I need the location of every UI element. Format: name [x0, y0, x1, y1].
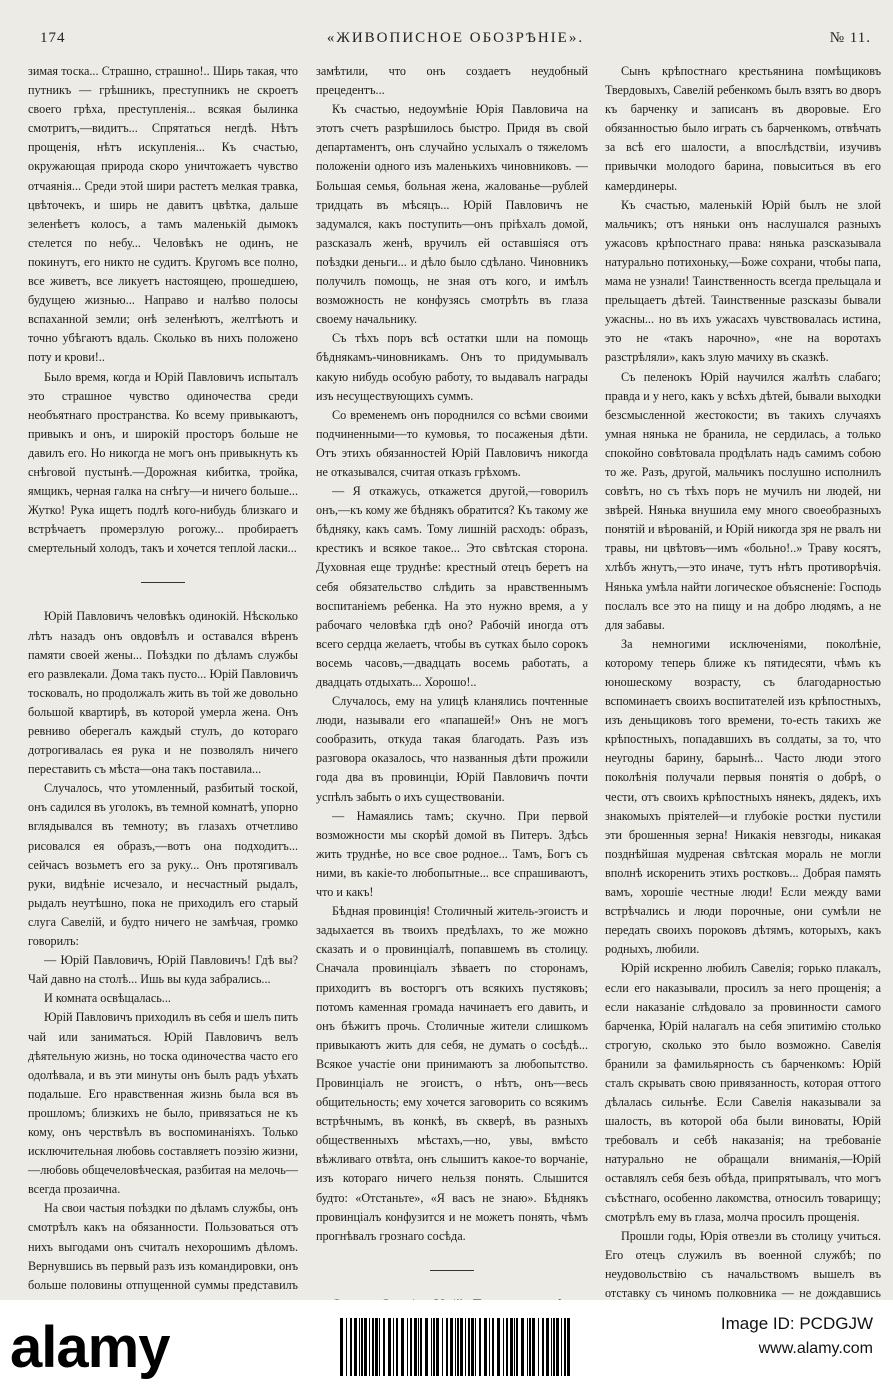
page-number: 174: [40, 30, 66, 46]
paragraph: Со временемъ онъ породнился со всѣми своими подчиненными—то кумовья, то посаженыя дѣти. Отъ этихъ обязанностей Юрій Павловичъ никогда не отказывался, считая отказъ грѣхомъ.: [316, 407, 588, 479]
barcode-bar: [460, 1318, 463, 1376]
barcode-bar: [407, 1318, 408, 1376]
barcode-bar: [514, 1318, 515, 1376]
barcode-bar: [383, 1318, 385, 1376]
barcode-bar: [529, 1318, 531, 1376]
barcode-bar: [431, 1318, 432, 1376]
barcode-bar: [492, 1318, 494, 1376]
paragraph: Къ счастью, недоумѣніе Юрія Павловича на этотъ счетъ разрѣшилось быстро. Придя въ свой департаментъ, онъ случайно услыхалъ о тяжеломъ положеніи одного изъ маленькихъ чиновниковъ. — Большая семья, больная жена, жалованье—рублей тридцать въ мѣсяцъ... Юрій Павловичъ не задумался, какъ поступить—онъ пріѣхалъ домой, разсказалъ женѣ, вручилъ ей оставшіяся отъ поѣздки деньги... и дѣло было сдѣлано. Чиновникъ получилъ помощь, не зная отъ кого, и имѣлъ возможность не конфузясь смотрѣть въ глаза своему начальнику.: [316, 102, 588, 327]
barcode-bar: [455, 1318, 456, 1376]
barcode-graphic: [340, 1318, 570, 1376]
paragraph: Съ пеленокъ Юрій научился жалѣть слабаго; правда и у него, какъ у всѣхъ дѣтей, бывали выходки безсмысленной жестокости; въ такихъ случаяхъ умная нянька не бранила, не сердилась, а только спокойно совѣтовала продѣлать надъ самимъ собою то же. Разъ, другой, мальчикъ послушно исполнилъ совѣтъ, но съ тѣхъ поръ не мучилъ ни людей, ни звѣрей. Нянька внушила ему много своеобразныхъ понятій и вѣрованій, и Юрій никогда зря не рвалъ ни травы, ни цвѣтовъ—имъ «больно!..» Траву косятъ, хлѣбъ жнутъ,—это иначе, тутъ нѣтъ противорѣчія. Нянька умѣла найти логическое объясненіе: Господь послалъ все это на пищу и на добро людямъ, а не для забавы.: [605, 369, 881, 632]
barcode-bar: [393, 1318, 394, 1376]
paragraph: И комната освѣщалась...: [44, 991, 171, 1006]
barcode-bar: [350, 1318, 352, 1376]
paragraph: Сынъ крѣпостнаго крестьянина помѣщиковъ Твердовыхъ, Савелій ребенкомъ былъ взятъ во дворъ къ барченку и записанъ въ дворовые. Его обязанностью было играть съ барченкомъ, отвѣчать за всѣ его шалости, а впослѣдствіи, изучивъ привычки молодого барина, повыситься въ его камердинеры.: [605, 64, 881, 193]
barcode-bar: [471, 1318, 474, 1376]
barcode-bar: [418, 1318, 419, 1376]
barcode-bar: [468, 1318, 470, 1376]
barcode-bar: [375, 1318, 378, 1376]
paragraph: Было время, когда и Юрій Павловичъ испыталъ это страшное чувство одиночества среди необъятнаго пространства. Ко всему привыкаютъ, привыкъ и онъ, и широкій просторъ больше не давилъ его. Но никогда не могъ онъ привыкнуть къ снѣговой пустынѣ.—Дорожная кибитка, тройка, ямщикъ, черная галка на снѣгу—и ничего больше... Жутко! Рука ищетъ подлѣ кого-нибудь близкаго и встрѣчаетъ промерзлую рогожу... пробираетъ смертельный холодъ, такъ и хочется теплой ласки...: [28, 369, 298, 556]
barcode-bar: [542, 1318, 544, 1376]
barcode-bar: [436, 1318, 439, 1376]
barcode-bar: [564, 1318, 566, 1376]
barcode-bar: [340, 1318, 343, 1376]
barcode-bar: [346, 1318, 347, 1376]
paragraph: Случалось, что утомленный, разбитый тоской, онъ садился въ уголокъ, въ темной комнатѣ, упорно вглядывался въ темноту; въ глазахъ отчетливо рисовался ея образъ,—вотъ она подходитъ... сейчасъ возьметъ его за руку... Онъ протягивалъ руки, видѣніе исчезало, и несчастный рыдалъ, рыдалъ неутѣшно, пока не приходилъ его старый слуга Савелій, и будто ничего не замѣчая, громко говорилъ:: [28, 781, 298, 949]
barcode-bar: [410, 1318, 412, 1376]
paragraph: За немногими исключеніями, поколѣніе, которому теперь ближе къ пятидесяти, чѣмъ къ юношескому возрасту, съ благодарностью вспоминаетъ своихъ воспитателей изъ крѣпостныхъ, изъ деньщиковъ того времени, то-есть такихъ же крѣпостныхъ, попадавшихъ въ солдаты, за то, что неугодны барину, барынѣ... Часто люди этого поколѣнія получали первыя понятія о добрѣ, о чести, отъ своихъ крѣпостныхъ нянекъ, дядекъ, ихъ знакомыхъ пріятелей—и глубокіе ростки пустили эти брошенныя зерна! Никакія невзгоды, никакая позднѣйшая мудреная свѣтская мораль не могли вполнѣ искоренить этихъ ростковъ... Добрая память вамъ, хорошіе честные люди! Если между вами встрѣчались и люди порочные, они сумѣли не передать своихъ пороковъ дѣтямъ, которыхъ, какъ родныхъ, любили.: [605, 636, 881, 957]
paragraph: Юрій искренно любилъ Савелія; горько плакалъ, если его наказывали, просилъ за него прощенія; а если наказаніе слѣдовало за провинности самого барченка, Юрій налагалъ на себя эпитимію столько строгую, сколько это было возможно. Савелія бранили за фамильярность съ барченкомъ: Юрій сталъ скрывать свою привязанность, которая оттого дѣлалась сильнѣе. Если Савелія наказывали за шалость, въ которой оба были виноваты, Юрій требовалъ и себѣ наказанія; на требованіе натурально не обращали вниманія,—Юрій оставлялъ себя безъ обѣда, припрятывалъ, что могъ съѣстнаго, особенно лакомства, относилъ товарищу; смотрѣлъ ему въ глаза, молча просилъ прощенія.: [605, 961, 881, 1224]
barcode-bar: [561, 1318, 562, 1376]
barcode-bar: [503, 1318, 504, 1376]
page-header: [40, 30, 871, 54]
paragraph: замѣтили, что онъ создаетъ неудобный прецедентъ...: [316, 64, 588, 98]
barcode-bar: [538, 1318, 539, 1376]
paragraph: Съ тѣхъ поръ всѣ остатки шли на помощь бѣднякамъ-чиновникамъ. Онъ то придумывалъ какую нибудь особую работу, то выдавалъ награды изъ несуществующихъ суммъ.: [316, 331, 588, 403]
barcode-bar: [516, 1318, 518, 1376]
barcode-bar: [497, 1318, 500, 1376]
paragraph: — Юрій Павловичъ, Юрій Павловичъ! Гдѣ вы? Чай давно на столѣ... Ишь вы куда забрались...: [28, 953, 298, 987]
barcode-bar: [450, 1318, 453, 1376]
text-column-2: [316, 62, 588, 1300]
paragraph: Бѣдная провинція! Столичный житель-эгоистъ и задыхается въ твоихъ предѣлахъ, то же можно сказать и о провинціалѣ, попавшемъ въ столицу. Сначала провинціалъ зѣваетъ по сторонамъ, приходитъ въ восторгъ отъ всякихъ пустяковъ; потомъ каменная громада начинаетъ его давить, и онъ бѣжитъ прочь. Столичные жители слишкомъ привыкаютъ жить для себя, не думать о сосѣдѣ... Всякое участіе они принимаютъ за любопытство. Провинціалъ не эгоистъ, о нѣтъ, онъ—весь общительность; ему хочется заговорить со всякимъ встрѣчнымъ, въ конкѣ, въ скверѣ, въ разныхъ общественныхъ мѣстахъ,—но, увы, вмѣсто вѣжливаго отвѣта, онъ слышитъ какое-то ворчаніе, изъ котораго ничего нельзя понять. Слышится будто: «Отстаньте», «Я васъ не знаю». Бѣднякъ провинціалъ конфузится и не можетъ понять, чѣмъ прогнѣвалъ грознаго сосѣда.: [316, 904, 588, 1243]
barcode-bar: [369, 1318, 370, 1376]
paragraph: На свои частыя поѣздки по дѣламъ службы, онъ смотрѣлъ какъ на обязанности. Пользоваться отъ нихъ выгодами онъ считалъ нехорошимъ дѣломъ. Вернувшись въ первый разъ изъ командировки, онъ больше половины отпущенной суммы представилъ: [28, 1201, 298, 1292]
barcode-bar: [551, 1318, 552, 1376]
barcode-bar: [465, 1318, 466, 1376]
barcode-bar: [420, 1318, 422, 1376]
text-column-3: [605, 62, 881, 1300]
alamy-logo: alamy: [10, 1315, 170, 1380]
barcode-bar: [354, 1318, 357, 1376]
section-divider: [141, 582, 185, 583]
paragraph: Прошли годы, Юрія отвезли въ столицу учиться. Его отецъ служилъ въ военной службѣ; по неудовольствію съ начальствомъ вышелъ въ отставку съ чиномъ полковника — не дождавшись: [605, 1228, 881, 1300]
section-divider: [430, 1270, 474, 1271]
barcode-bar: [553, 1318, 555, 1376]
barcode-bar: [527, 1318, 528, 1376]
barcode-bar: [475, 1318, 476, 1376]
paragraph: Случалось, ему на улицѣ кланялись почтенные люди, называли его «папашей!» Онъ не могъ сообразить, откуда такая благодать. Разъ изъ разговора оказалось, что названныя дѣти прожили года два въ провинціи, Юрій Павловичъ почти успѣлъ забыть о ихъ существованіи.: [316, 694, 588, 804]
text-column-1: [28, 62, 298, 1300]
barcode-bar: [372, 1318, 374, 1376]
paragraph: — Я откажусь, откажется другой,—говорилъ онъ,—къ кому же бѣднякъ обратится? Къ такому же бѣдняку, какъ самъ. Тому лишній расходъ: образъ, крестикъ и всякое такое... Это свѣтская сторона. Духовная еще труднѣе: крестный отецъ беретъ на себя обязательство слѣдить за нравственнымъ воспитаніемъ ребенка. На это нужно время, а у рабочаго человѣка гдѣ оно? Рабочій иногда отъ всего сердца желаетъ, чтобы въ сутках было сорокъ восемь часовъ,—двадцать восемь работать, а двадцать отдыхать... Хорошо!..: [316, 484, 588, 689]
barcode-bar: [484, 1318, 487, 1376]
barcode-bar: [510, 1318, 513, 1376]
barcode-bar: [425, 1318, 428, 1376]
paragraph: Къ счастью, маленькій Юрій былъ не злой мальчикъ; отъ няньки онъ наслушался разныхъ ужасовъ крѣпостнаго права: нянька разсказывала натурально потихоньку,—Боже сохрани, чтобы папа, мама не узнали! Таинственность всегда прельщала и прельщаетъ дѣтей. Таинственные разсказы бывали ужасны... но въ ихъ ужасахъ чувствовалась истина, это не «такъ нарочно», «не на воротахъ разстрѣляли», какъ злую мачиху въ сказкѣ.: [605, 197, 881, 365]
barcode-bar: [396, 1318, 398, 1376]
barcode-bar: [379, 1318, 380, 1376]
barcode-bar: [506, 1318, 508, 1376]
barcode-bar: [567, 1318, 570, 1376]
barcode-bar: [361, 1318, 363, 1376]
barcode-bar: [388, 1318, 391, 1376]
issue-number: № 11.: [829, 30, 871, 46]
barcode-bar: [479, 1318, 481, 1376]
stock-watermark-bar: [0, 1300, 893, 1390]
barcode-bar: [556, 1318, 559, 1376]
barcode-bar: [414, 1318, 417, 1376]
barcode-bar: [546, 1318, 549, 1376]
image-id: Image ID: PCDGJW: [720, 1314, 873, 1333]
barcode-bar: [359, 1318, 360, 1376]
barcode-bar: [446, 1318, 448, 1376]
watermark-url: www.alamy.com: [758, 1340, 873, 1357]
barcode-bar: [442, 1318, 443, 1376]
barcode-bar: [433, 1318, 435, 1376]
paragraph: Юрій Павловичъ приходилъ въ себя и шелъ пить чай или заниматься. Юрій Павловичъ велъ дѣятельную жизнь, но тоска одиночества часто его одолѣвала, и въ эти минуты онъ былъ радъ уѣхать подальше. Его нравственная жизнь была вся въ прошломъ; близкихъ не было, привязаться не къ кому, онъ черствѣлъ въ воспоминаніяхъ. Только исключительная любовь составляетъ поэзію жизни,—любовь общечеловѣческая, разбитая на мелочь—всегда прозаична.: [28, 1010, 299, 1197]
barcode-bar: [364, 1318, 367, 1376]
barcode-bar: [521, 1318, 524, 1376]
paragraph: Юрій Павловичъ человѣкъ одинокій. Нѣсколько лѣтъ назадъ онъ овдовѣлъ и оставался вѣренъ памяти своей жены... Поѣздки по дѣламъ службы его развлекали. Дома такъ пусто... Юрій Павловичъ тосковалъ, но продолжалъ жить въ той же довольно большой квартирѣ, въ которой умерла жена. Онъ ревниво оберегалъ каждый стулъ, до котораго дотрогивалась ея рука и не позволялъ ничего переставить съ мѣста—она такъ поставила...: [28, 609, 298, 777]
paragraph: — Намаялись тамъ; скучно. При первой возможности мы скорѣй домой въ Питеръ. Здѣсь жить труднѣе, но все свое родное... Тамъ, Богъ съ ними, въ какіе-то любопытные... все спрашиваютъ, что и какъ!: [316, 808, 588, 900]
paragraph: зимая тоска... Страшно, страшно!.. Ширь такая, что путникъ — грѣшникъ, преступникъ не скроетъ своего грѣха, преступленія... всякая былинка смотритъ,—видитъ... Спрятаться негдѣ. Нѣтъ прощенія, нѣтъ искупленія... Къ счастью, окружающая природа скоро уничтожаетъ чувство отчаянія... Среди этой шири растетъ мелкая травка, цвѣточекъ, и ширь не давитъ цвѣтка, дальше зеленѣетъ колосъ, а тамъ маленькій дымокъ стелется по небу... Человѣкъ не одинъ, не покинутъ, его никто не судитъ. Кругомъ все полно, все живетъ, все ликуетъ настоящею, прошедшею, будущею жизнью... Направо и налѣво полосы вспаханной земли; онѣ зеленѣютъ, желтѣютъ и точно убѣгаютъ вдаль. Сколько въ нихъ положено поту и крови!..: [28, 64, 298, 365]
barcode-bar: [532, 1318, 535, 1376]
barcode-bar: [401, 1318, 404, 1376]
barcode-bar: [457, 1318, 459, 1376]
barcode-bar: [489, 1318, 490, 1376]
journal-title: «ЖИВОПИСНОЕ ОБОЗРѢНІЕ».: [326, 30, 585, 46]
